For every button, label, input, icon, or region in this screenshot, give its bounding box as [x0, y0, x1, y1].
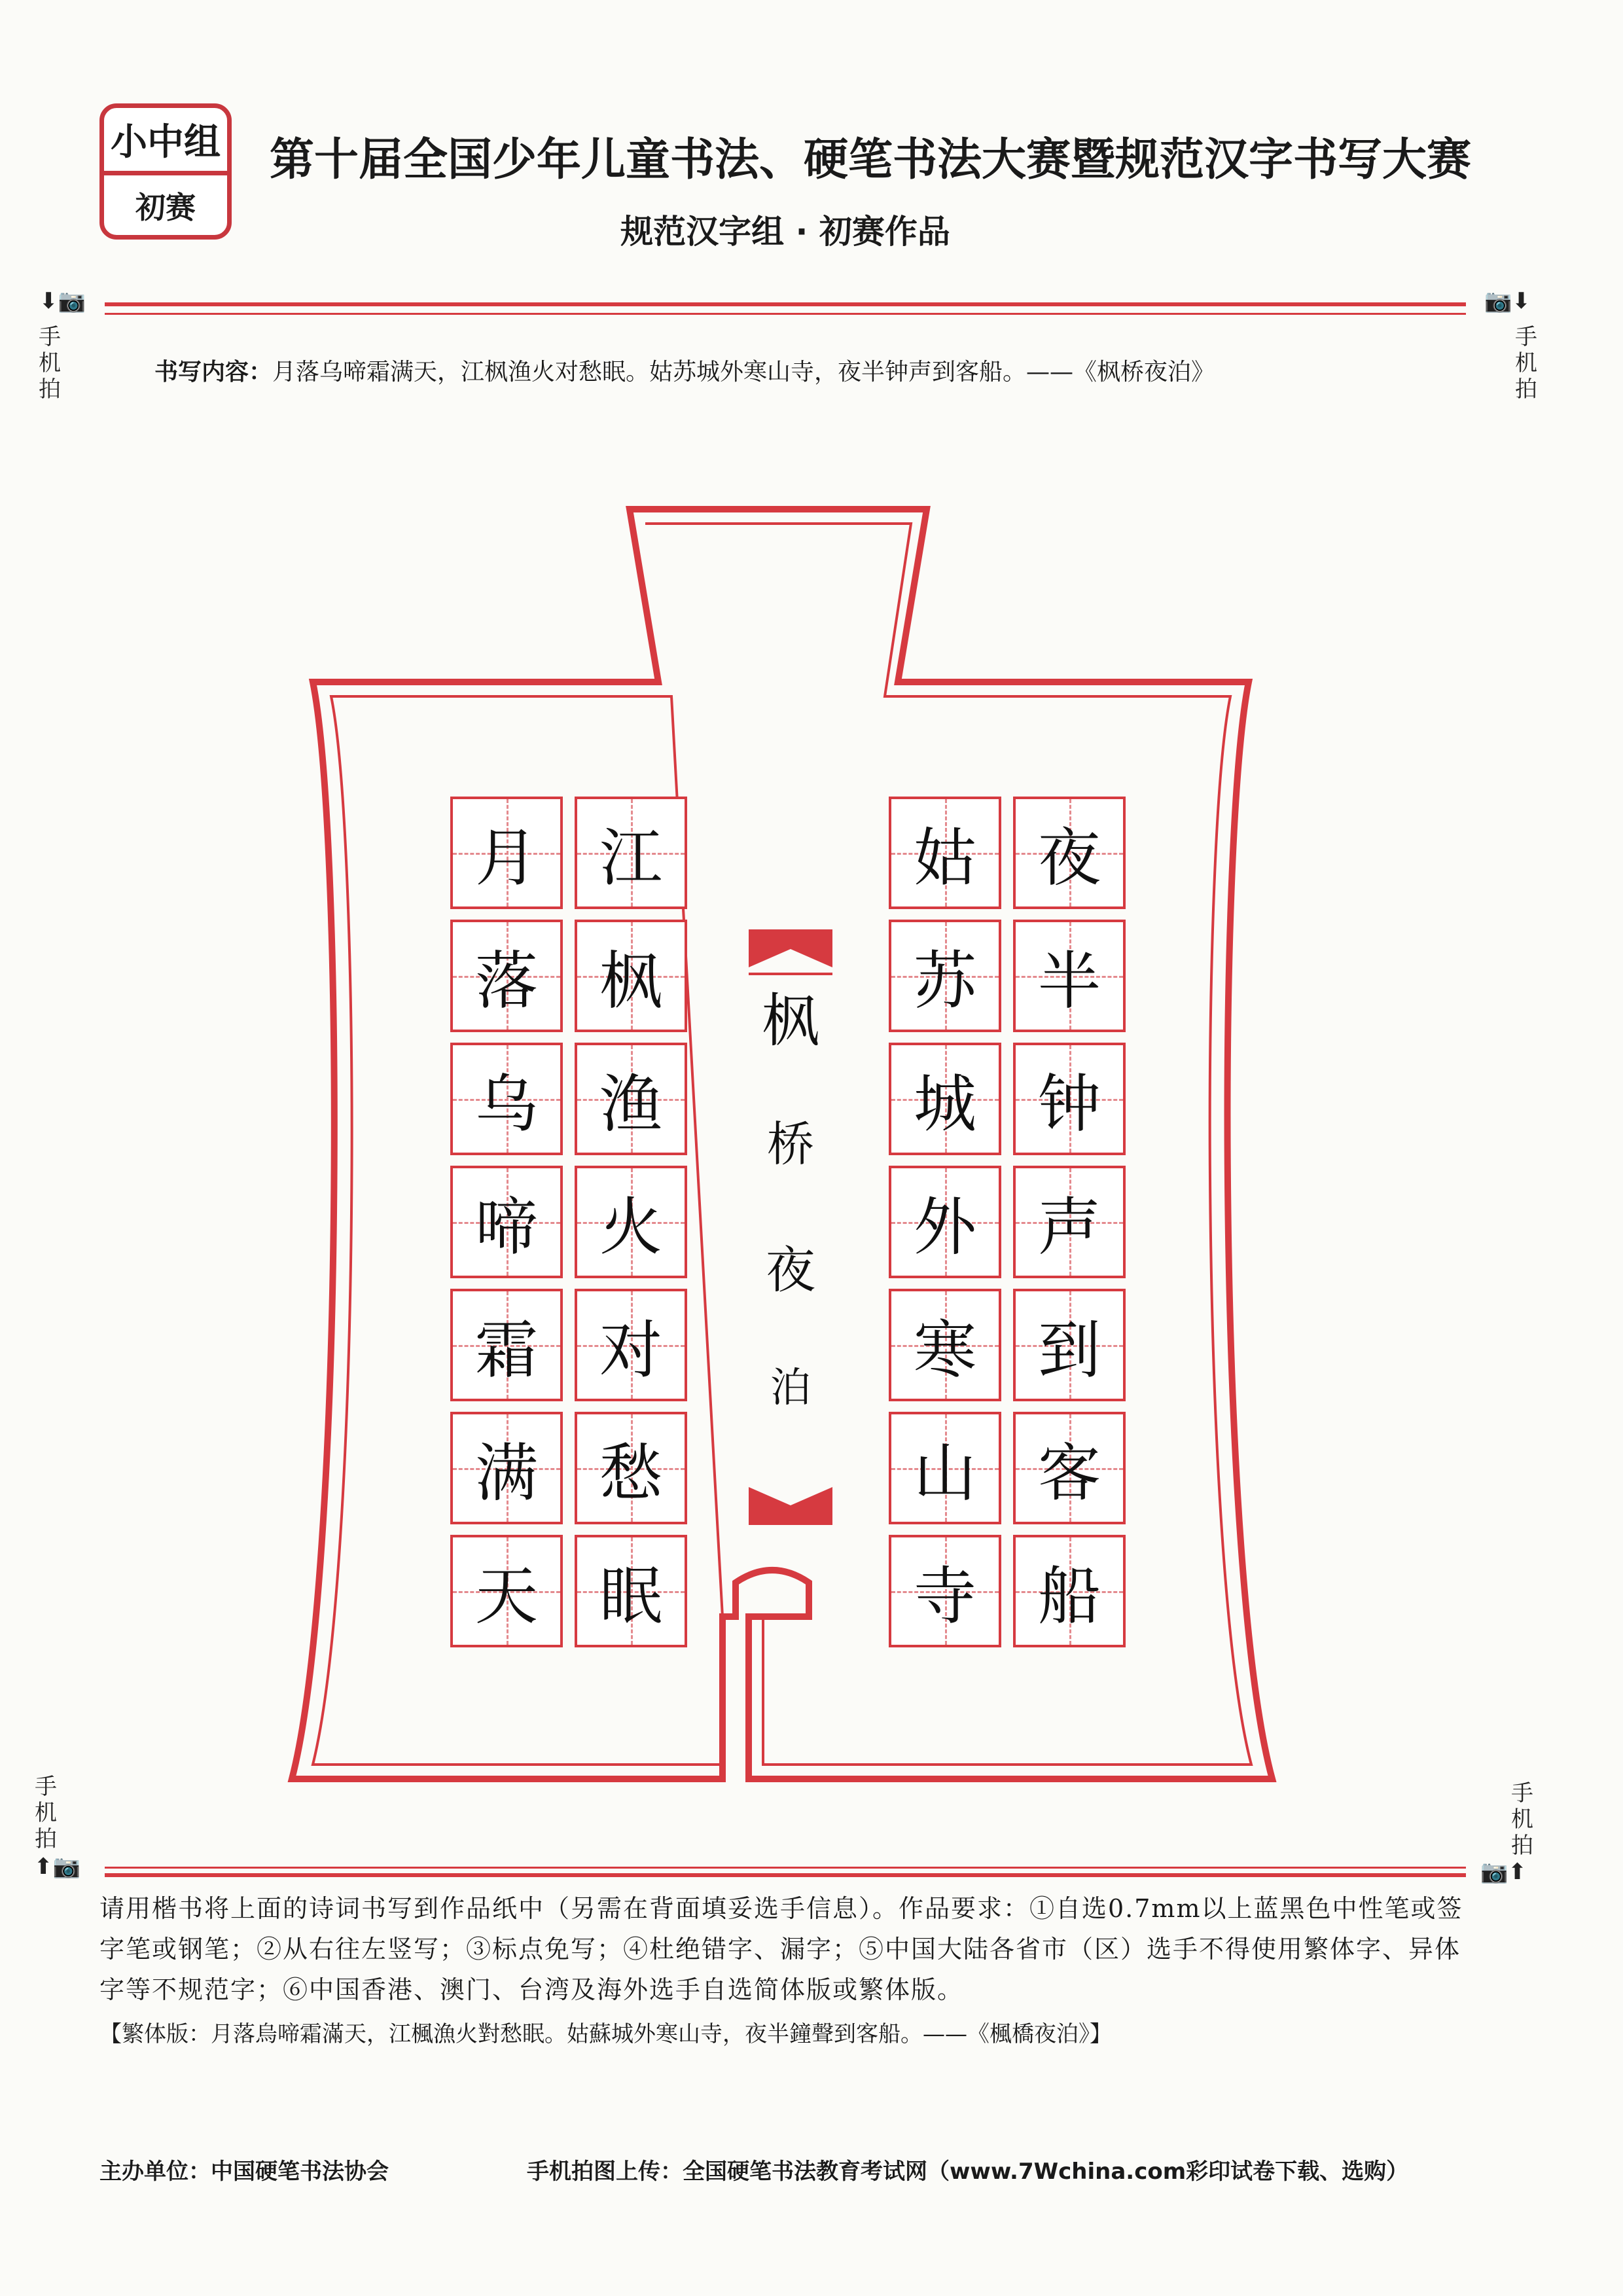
arrow-down-icon: ⬇: [1512, 288, 1531, 314]
grid-cell: [450, 1043, 563, 1155]
grid-char: 外: [914, 1190, 976, 1264]
grid-char: 啼: [475, 1190, 538, 1264]
grid-char: 寺: [914, 1559, 976, 1633]
grid-cell: [1013, 1289, 1126, 1401]
grid-cell: [889, 797, 1001, 909]
bottom-rule-1: [105, 1867, 1466, 1869]
camera-marker-bottom-right: [1480, 1859, 1527, 1885]
badge-group-label: 小中组: [111, 121, 221, 164]
grid-char: 声: [1038, 1190, 1101, 1264]
grid-cell: [575, 1043, 687, 1155]
grid-cell: [1013, 797, 1126, 909]
grid-cell: [889, 1289, 1001, 1401]
traditional-version: 【繁体版：月落烏啼霜滿天，江楓漁火對愁眠。姑蘇城外寒山寺，夜半鐘聲到客船。——《楓橋夜泊》】: [99, 2021, 1112, 2047]
grid-char: 船: [1038, 1559, 1101, 1633]
camera-icon: 📷: [1484, 288, 1512, 314]
poem-title-char: 夜: [766, 1241, 815, 1299]
grid-cell: [450, 920, 563, 1032]
grid-char: 姑: [914, 821, 976, 895]
phone-photo-label-bl: 手 机 拍: [35, 1774, 57, 1852]
arrow-up-icon: ⬆: [1508, 1859, 1527, 1885]
grid-char: 愁: [599, 1436, 662, 1510]
grid-char: 眠: [599, 1559, 662, 1633]
grid-cell: [450, 1535, 563, 1647]
organizer: 主办单位：中国硬笔书法协会: [99, 2159, 389, 2185]
page-subtitle: 规范汉字组 · 初赛作品: [620, 213, 950, 251]
arrow-up-icon: ⬆: [34, 1854, 53, 1880]
camera-icon: 📷: [58, 288, 86, 314]
phone-photo-label-br: 手 机 拍: [1511, 1780, 1533, 1859]
grid-cell: [889, 1535, 1001, 1647]
phone-photo-label-tr: 手 机 拍: [1515, 324, 1537, 403]
grid-cell: [1013, 920, 1126, 1032]
grid-char: 对: [599, 1313, 662, 1387]
poem-title-char: 泊: [770, 1363, 811, 1411]
grid-cell: [1013, 1166, 1126, 1278]
grid-char: 客: [1038, 1436, 1101, 1510]
bottom-rule-2: [105, 1873, 1466, 1877]
grid-char: 夜: [1038, 821, 1101, 895]
grid-cell: [575, 797, 687, 909]
upload-info: 手机拍图上传：全国硬笔书法教育考试网（www.7Wchina.com彩印试卷下载、选购）: [527, 2159, 1409, 2185]
grid-char: 江: [599, 821, 662, 895]
grid-cell: [889, 1166, 1001, 1278]
grid-cell: [450, 1166, 563, 1278]
arrow-down-icon: ⬇: [39, 288, 58, 314]
grid-char: 钟: [1038, 1067, 1101, 1141]
poem-title-char: 枫: [761, 987, 819, 1054]
grid-char: 苏: [914, 944, 976, 1018]
grid-char: 满: [475, 1436, 538, 1510]
instructions: 请用楷书将上面的诗词书写到作品纸中（另需在背面填妥选手信息）。作品要求：①自选0.7mm以上蓝黑色中性笔或签字笔或钢笔；②从右往左竖写；③标点免写；④杜绝错字、漏字；⑤中国大陆各省市（区）选手不得使用繁体字、异体字等不规范字；⑥中国香港、澳门、台湾及海外选手自选简体版或繁体版。: [99, 1894, 1463, 2004]
grid-char: 城: [914, 1067, 976, 1141]
grid-cell: [575, 920, 687, 1032]
page-title: 第十届全国少年儿童书法、硬笔书法大赛暨规范汉字书写大赛: [269, 133, 1471, 186]
grid-cell: [575, 1289, 687, 1401]
grid-cell: [1013, 1535, 1126, 1647]
grid-char: 天: [475, 1559, 538, 1633]
grid-char: 枫: [599, 944, 662, 1018]
grid-cell: [450, 797, 563, 909]
writing-content-text: 月落乌啼霜满天，江枫渔火对愁眠。姑苏城外寒山寺，夜半钟声到客船。——《枫桥夜泊》: [272, 358, 1215, 386]
grid-cell: [889, 1043, 1001, 1155]
grid-cell: [575, 1535, 687, 1647]
grid-cell: [1013, 1412, 1126, 1524]
grid-char: 山: [914, 1436, 976, 1510]
grid-char: 半: [1038, 944, 1101, 1018]
grid-char: 霜: [475, 1313, 538, 1387]
grid-char: 到: [1038, 1313, 1101, 1387]
grid-char: 落: [475, 944, 538, 1018]
grid-char: 渔: [599, 1067, 662, 1141]
grid-cell: [1013, 1043, 1126, 1155]
grid-char: 月: [475, 821, 538, 895]
camera-icon: 📷: [52, 1854, 80, 1880]
grid-cell: [450, 1412, 563, 1524]
camera-icon: 📷: [1480, 1859, 1508, 1885]
grid-cell: [450, 1289, 563, 1401]
grid-char: 火: [599, 1190, 662, 1264]
writing-content-label: 书写内容：: [154, 358, 273, 386]
title-marker-top: [749, 929, 832, 967]
camera-marker-bottom-left: [34, 1854, 80, 1880]
badge-round-label: 初赛: [135, 189, 196, 225]
grid-cell: [889, 920, 1001, 1032]
poem-title-char: 桥: [766, 1117, 814, 1172]
phone-photo-label-tl: 手 机 拍: [39, 324, 61, 403]
grid-char: 乌: [475, 1067, 538, 1141]
grid-cell: [575, 1166, 687, 1278]
grid-char: 寒: [914, 1313, 976, 1387]
grid-cell: [575, 1412, 687, 1524]
grid-cell: [889, 1412, 1001, 1524]
